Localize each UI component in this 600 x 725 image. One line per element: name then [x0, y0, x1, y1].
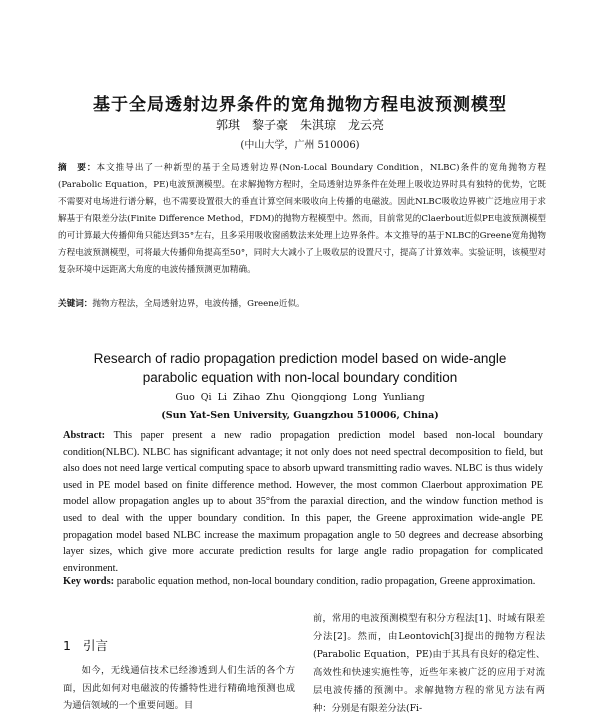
paper-title-en-line1: Research of radio propagation prediction model based on wide-angle [93, 351, 507, 366]
section-heading-introduction [63, 636, 108, 654]
affiliation-en: (Sun Yat-Sen University, Guangzhou 510006, China) [161, 410, 439, 421]
section-number: 1 [63, 638, 71, 653]
paper-title-cn: 基于全局透射边界条件的宽角抛物方程电波预测模型 [93, 95, 507, 115]
authors-cn: 郭琪 黎子豪 朱淇琼 龙云亮 [215, 118, 384, 132]
intro-right-column: 前，常用的电波预测模型有积分方程法[1]、时域有限差分法[2]。然而，由Leontovich[3]提出的抛物方程法(Parabolic Equation，PE)由于其具有良好的稳定性、高效性和快速实施性等，近些年来被广泛的应用于对流层电波传播的预测中。求解抛物方程的常见方法有两种：分别是有限差分法(Fi- [313, 613, 545, 714]
keywords-cn [58, 297, 546, 312]
keywords-cn-text: 抛物方程法，全局透射边界，电波传播，Greene近似。 [92, 299, 305, 309]
abstract-en-label: Abstract: [63, 430, 106, 441]
keywords-cn-label: 关键词： [58, 299, 93, 309]
abstract-en [63, 428, 543, 577]
paper-title-en [70, 349, 530, 387]
paper-title-en-line2: parabolic equation with non-local boundary condition [142, 370, 458, 385]
affiliation-cn: (中山大学，广州 510006) [240, 140, 360, 151]
abstract-cn-label: 摘 要： [58, 163, 97, 173]
keywords-en [63, 574, 543, 590]
abstract-en-text: This paper present a new radio propagation prediction model based non-local boundary condition(NLBC). NLBC has significant advantage; it not only does not need spectral decomposition to field, but also does not need large vertical computing space to absorb upward transmitting radio waves. NLBC is thus widely used in PE model based on finite difference method. However, the most common Claerbout approximation PE model allow propagation angles up to about 35°from the paraxial direction, and the window function method is used to deal with the upper boundary condition. In this paper, the Greene approximation wide-angle PE propagation model based NLBC increase the maximum propagation angle to 50 degrees and decrease absorbing layer sizes, which give more accurate prediction results for large angle radio propagation for complicated environment. [63, 430, 543, 574]
abstract-cn [58, 160, 546, 279]
keywords-en-label: Key words: [63, 576, 115, 587]
abstract-cn-text: 本文推导出了一种新型的基于全局透射边界(Non-Local Boundary Condition，NLBC)条件的宽角抛物方程(Parabolic Equation，PE)电波预测模型。在求解抛物方程时，全局透射边界条件在处理上吸收边界时具有独特的优势，它既不需要对电场进行谱分解，也不需要设置很大的垂直计算空间来吸收向上传播的电磁波。因此NLBC吸收边界被广泛地应用于求解基于有限差分法(Finite Difference Method，FDM)的抛物方程模型中。然而，目前常见的Claerbout近似PE电波预测模型的可计算最大传播仰角只能达到35°左右，且多采用吸收窗函数法来处理上边界条件。本文推导的基于NLBC的Greene宽角抛物方程电波预测模型，可将最大传播仰角提高至50°，同时大大减小了上吸收层的设置尺寸，提高了计算效率。实验证明，该模型对复杂环境中远距离大角度的电波传播预测更加精确。 [58, 163, 546, 275]
intro-left-column: 如今，无线通信技术已经渗透到人们生活的各个方面，因此如何对电磁波的传播特性进行精确地预测也成为通信领域的一个重要问题。目 [63, 665, 295, 711]
authors-en: Guo Qi Li Zihao Zhu Qiongqiong Long Yunliang [175, 392, 425, 403]
section-title: 引言 [82, 638, 108, 653]
keywords-en-text: parabolic equation method, non-local boundary condition, radio propagation, Greene approximation. [116, 576, 536, 587]
